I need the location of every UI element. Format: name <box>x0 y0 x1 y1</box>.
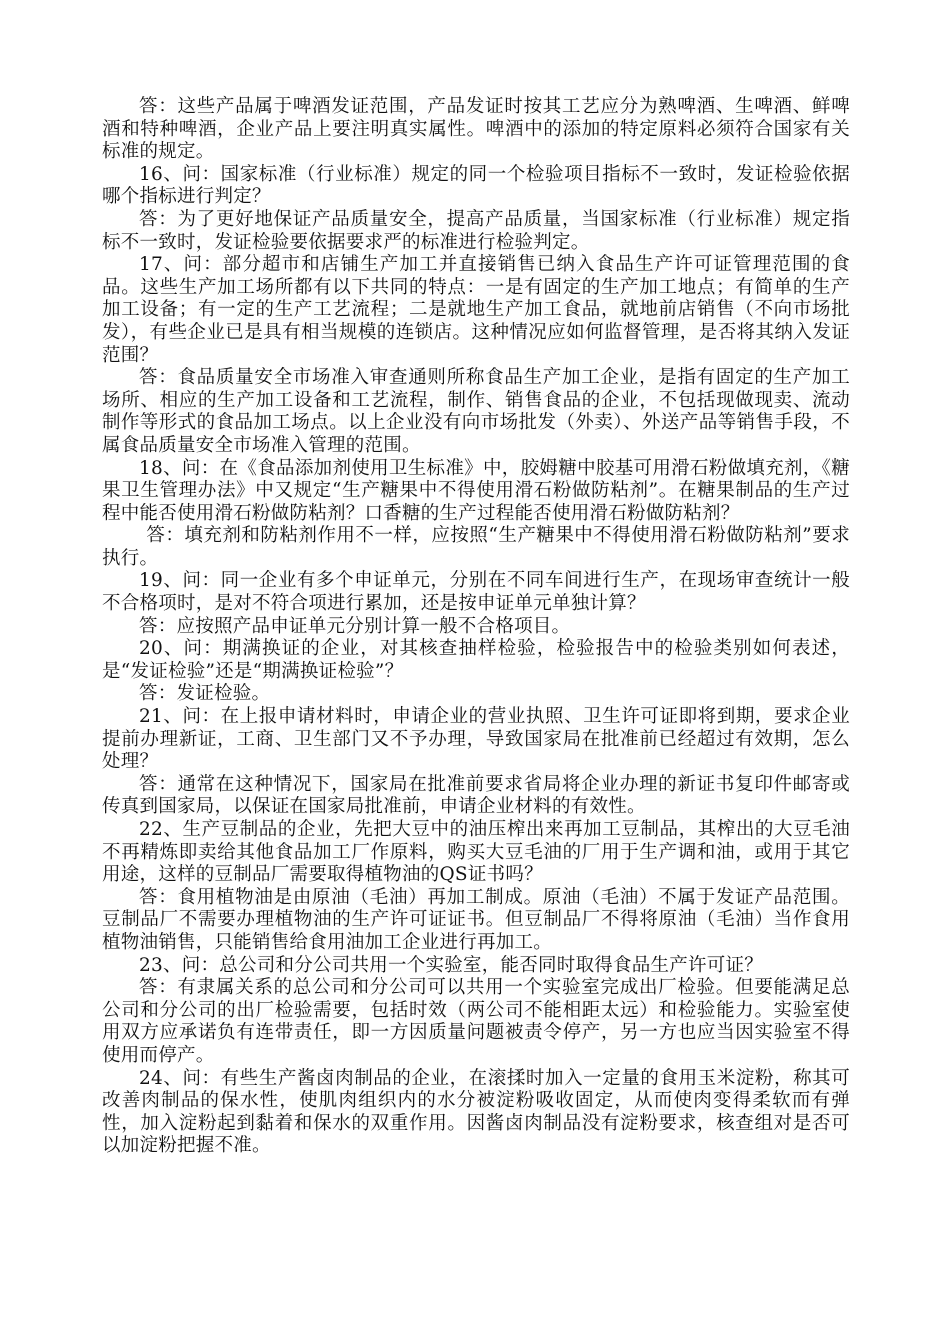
question-19: 19、问：同一企业有多个申证单元，分别在不同车间进行生产，在现场审查统计一般不合格项时，是对不符合项进行累加，还是按申证单元单独计算？ <box>102 570 850 615</box>
question-24: 24、问：有些生产酱卤肉制品的企业，在滚揉时加入一定量的食用玉米淀粉，称其可改善肉制品的保水性，使肌肉组织内的水分被淀粉吸收固定，从而使肉变得柔软而有弹性，加入淀粉起到黏着和保水的双重作用。因酱卤肉制品没有淀粉要求，核查组对是否可以加淀粉把握不准。 <box>102 1067 850 1157</box>
question-21: 21、问：在上报申请材料时，申请企业的营业执照、卫生许可证即将到期，要求企业提前办理新证，工商、卫生部门又不予办理，导致国家局在批准前已经超过有效期，怎么处理？ <box>102 706 850 773</box>
answer-23: 答：有隶属关系的总公司和分公司可以共用一个实验室完成出厂检验。但要能满足总公司和分公司的出厂检验需要，包括时效（两公司不能相距太远）和检验能力。实验室使用双方应承诺负有连带责任，即一方因质量问题被责令停产，另一方也应当因实验室不得使用而停产。 <box>102 977 850 1066</box>
answer-19: 答：应按照产品申证单元分别计算一般不合格项目。 <box>139 615 571 637</box>
answer-16: 答：为了更好地保证产品质量安全，提高产品质量，当国家标准（行业标准）规定指标不一致时，发证检验要依据要求严的标准进行检验判定。 <box>102 208 850 253</box>
question-23: 23、问：总公司和分公司共用一个实验室，能否同时取得食品生产许可证？ <box>139 954 764 976</box>
question-20: 20、问：期满换证的企业，对其核查抽样检验，检验报告中的检验类别如何表述，是“发证检验”还是“期满换证检验”？ <box>102 638 850 682</box>
question-18: 18、问：在《食品添加剂使用卫生标准》中，胶姆糖中胶基可用滑石粉做填充剂，《糖果卫生管理办法》中又规定“生产糖果中不得使用滑石粉做防粘剂”。在糖果制品的生产过程中能否使用滑石粉做防粘剂？口香糖的生产过程能否使用滑石粉做防粘剂？ <box>102 457 850 524</box>
answer-15: 答：这些产品属于啤酒发证范围，产品发证时按其工艺应分为熟啤酒、生啤酒、鲜啤酒和特种啤酒，企业产品上要注明真实属性。啤酒中的添加的特定原料必须符合国家有关标准的规定。 <box>102 96 850 163</box>
answer-20: 答：发证检验。 <box>139 683 271 705</box>
answer-17: 答：食品质量安全市场准入审查通则所称食品生产加工企业，是指有固定的生产加工场所、相应的生产加工设备和工艺流程，制作、销售食品的企业，不包括现做现卖、流动制作等形式的食品加工场点。以上企业没有向市场批发（外卖）、外送产品等销售手段，不属食品质量安全市场准入管理的范围。 <box>102 367 850 456</box>
question-17: 17、问：部分超市和店铺生产加工并直接销售已纳入食品生产许可证管理范围的食品。这些生产加工场所都有以下共同的特点：一是有固定的生产加工地点；有简单的生产加工设备；有一定的生产工艺流程；二是就地生产加工食品，就地前店销售（不向市场批发），有些企业已是具有相当规模的连锁店。这种情况应如何监督管理，是否将其纳入发证范围？ <box>102 254 850 366</box>
answer-22: 答：食用植物油是由原油（毛油）再加工制成。原油（毛油）不属于发证产品范围。豆制品厂不需要办理植物油的生产许可证证书。但豆制品厂不得将原油（毛油）当作食用植物油销售，只能销售给食用油加工企业进行再加工。 <box>102 886 850 953</box>
question-22: 22、生产豆制品的企业，先把大豆中的油压榨出来再加工豆制品，其榨出的大豆毛油不再精炼即卖给其他食品加工厂作原料，购买大豆毛油的厂用于生产调和油，或用于其它用途，这样的豆制品厂需要取得植物油的QS证书吗？ <box>102 819 850 886</box>
question-16: 16、问：国家标准（行业标准）规定的同一个检验项目指标不一致时，发证检验依据哪个指标进行判定？ <box>102 163 850 208</box>
answer-21: 答：通常在这种情况下，国家局在批准前要求省局将企业办理的新证书复印件邮寄或传真到国家局，以保证在国家局批准前，申请企业材料的有效性。 <box>102 773 850 818</box>
answer-18: 答：填充剂和防粘剂作用不一样，应按照“生产糖果中不得使用滑石粉做防粘剂”要求执行。 <box>102 525 850 569</box>
document-page <box>102 96 850 1158</box>
